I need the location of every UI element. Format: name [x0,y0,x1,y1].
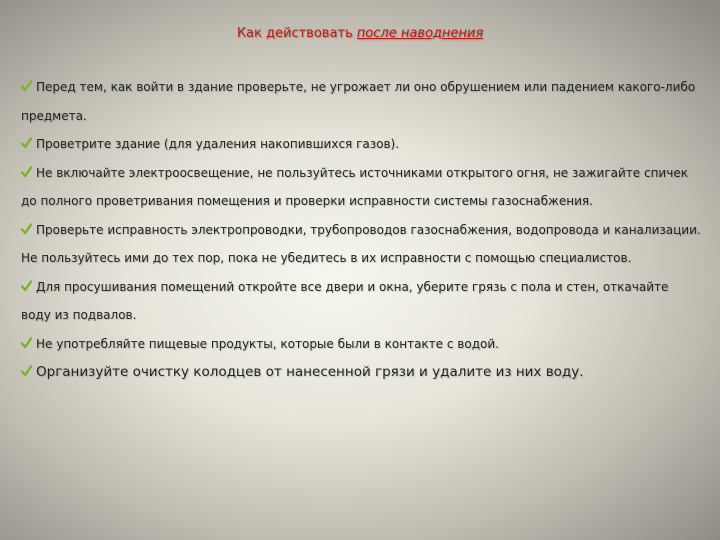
list-item [21,130,701,159]
title-prefix: Как действовать [236,26,357,41]
list-item-text: Для просушивания помещений откройте все двери и окна, уберите грязь с пола и стен, откачайте воду из подвалов. [21,279,669,322]
title-underlined: после наводнения [356,26,484,41]
list-item-text: Проветрите здание (для удаления накопившихся газов). [36,137,400,151]
green-checkmark-icon [21,223,32,235]
slide-title [0,26,720,41]
green-checkmark-icon [21,337,32,349]
green-checkmark-icon [21,137,32,149]
list-item [21,358,701,387]
list-item [21,216,701,273]
list-item [21,273,701,330]
list-item [21,159,701,216]
green-checkmark-icon [21,280,32,292]
list-item-text: Проверьте исправность электропроводки, трубопроводов газоснабжения, водопровода и канализации. Не пользуйтесь ими до тех пор, пока не убедитесь в их исправности с помощью специалистов. [21,222,701,265]
list-item-text: Организуйте очистку колодцев от нанесенной грязи и удалите из них воду. [36,364,584,380]
instruction-list [21,73,701,387]
list-item [21,330,701,359]
list-item-text: Перед тем, как войти в здание проверьте, не угрожает ли оно обрушением или падением какого-либо предмета. [21,80,696,123]
list-item-text: Не употребляйте пищевые продукты, которые были в контакте с водой. [36,336,499,351]
green-checkmark-icon [21,166,32,178]
list-item-text: Не включайте электроосвещение, не пользуйтесь источниками открытого огня, не зажигайте спичек до полного проветривания помещения и проверки исправности системы газоснабжения. [21,165,688,208]
green-checkmark-icon [21,365,32,377]
list-item [21,73,701,130]
green-checkmark-icon [21,80,32,92]
